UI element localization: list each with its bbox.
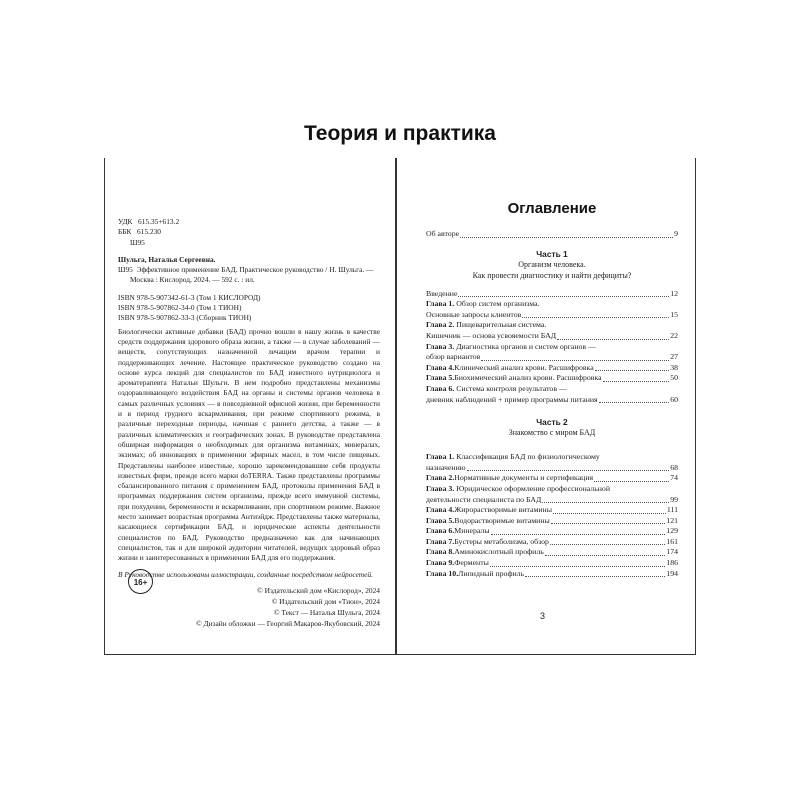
toc-entry-page: 15 xyxy=(670,309,678,319)
chapter-number: Глава 5. xyxy=(426,373,455,383)
part-1-subtitle: Как провести диагностику и найти дефициты? xyxy=(472,270,632,280)
toc-entry xyxy=(426,516,678,527)
chapter-number: Глава 8. xyxy=(426,547,455,557)
toc-entry-label: Нормативные документы и сертификация xyxy=(454,473,594,483)
chapter-title: Диагностика органов и систем органов — xyxy=(454,341,596,351)
toc-entry-label: деятельности специалиста по БАД xyxy=(426,494,542,504)
toc-entry xyxy=(426,395,678,406)
toc-entry-label: Введение xyxy=(426,288,458,298)
toc-chapter-heading xyxy=(426,452,678,463)
toc-entry-page: 99 xyxy=(670,494,678,504)
toc-entry-label: Клинический анализ крови. Расшифровка xyxy=(454,362,594,372)
chapter-number: Глава 7. xyxy=(426,536,455,546)
copyright-line: © Издательский дом «Тион», 2024 xyxy=(271,596,380,606)
chapter-number: Глава 6. xyxy=(426,526,455,536)
toc-chapter-heading xyxy=(426,484,678,495)
toc-entry-page: 68 xyxy=(670,462,678,472)
udk-line xyxy=(118,217,380,227)
page-number: 3 xyxy=(540,611,546,621)
toc-entry-label: Водорастворимые витамины xyxy=(454,515,550,525)
copyright-block xyxy=(118,586,380,646)
toc-entry-intro xyxy=(426,289,678,300)
toc-entry-page: 174 xyxy=(666,547,678,557)
copyright-line: © Издательский дом «Кислород», 2024 xyxy=(257,585,380,595)
page-banner: Теория и практика xyxy=(304,122,496,145)
toc-entry-label: Жирорастворимые витамины xyxy=(454,505,552,515)
left-page xyxy=(118,217,380,646)
bib-line-2: Москва : Кислород, 2024. — 592 с. : ил. xyxy=(130,275,255,285)
toc-entry-label: обзор вариантов xyxy=(426,352,481,362)
toc-entry-page: 22 xyxy=(670,330,678,340)
copyright-line: © Текст — Наталья Шульга, 2024 xyxy=(273,607,380,617)
part-1-title: Часть 1 xyxy=(536,248,568,259)
toc-entry xyxy=(426,547,678,558)
chapter-number: Глава 3. xyxy=(426,483,455,493)
toc-entry xyxy=(426,363,678,374)
book-spine xyxy=(395,158,397,655)
chapter-number: Глава 6. xyxy=(426,383,455,393)
toc-entry-about xyxy=(426,229,678,240)
chapter-number: Глава 4. xyxy=(426,505,455,515)
part-1-subtitle: Организм человека. xyxy=(518,259,586,269)
toc-entry-page: 60 xyxy=(670,394,678,404)
toc-entry-page: 50 xyxy=(670,373,678,383)
isbn-line: ISBN 978-5-907862-33-3 (Сборник ТИОН) xyxy=(118,313,252,323)
toc-entry-page: 129 xyxy=(666,526,678,536)
toc-entry xyxy=(426,373,678,384)
chapter-number: Глава 2. xyxy=(426,473,455,483)
cutter-code: Ш95 xyxy=(130,237,145,247)
bbk-line xyxy=(118,227,380,237)
toc-entry xyxy=(426,526,678,537)
toc-entry xyxy=(426,310,678,321)
udk-value: 615.35+613.2 xyxy=(138,217,180,226)
isbn-line: ISBN 978-5-907862-34-0 (Том 1 ТИОН) xyxy=(118,303,242,313)
chapter-title: Обзор систем организма. xyxy=(454,299,540,309)
toc-entry xyxy=(426,473,678,484)
chapter-title: Пищеварительная система. xyxy=(454,320,547,330)
toc-title: Оглавление xyxy=(507,200,597,217)
toc-entry-label: Об авторе xyxy=(426,229,460,238)
toc-entry-page: 161 xyxy=(666,536,678,546)
toc-entry-page: 27 xyxy=(670,352,678,362)
bbk-value: 615.230 xyxy=(136,227,161,237)
bib-code: Ш95 xyxy=(118,265,133,275)
toc-chapter-heading xyxy=(426,320,678,331)
bbk-label: ББК xyxy=(118,227,132,237)
toc-entry-label: дневник наблюдений + пример программы питания xyxy=(426,394,598,404)
copyright-line: © Дизайн обложки — Георгий Макаров-Якубовский, 2024 xyxy=(196,618,380,628)
isbn-line: ISBN 978-5-907342-61-3 (Том 1 КИСЛОРОД) xyxy=(118,292,261,302)
toc-entry-page: 12 xyxy=(670,288,678,298)
toc-entry-label: Минералы xyxy=(454,526,490,536)
toc-entry-label: Ферменты xyxy=(454,558,489,568)
chapter-number: Глава 5. xyxy=(426,515,455,525)
toc-entry-label: Основные запросы клиентов xyxy=(426,309,522,319)
toc-entry xyxy=(426,569,678,580)
toc-entry xyxy=(426,463,678,474)
toc-entry xyxy=(426,505,678,516)
abstract-text: Биологически активные добавки (БАД) прочно вошли в нашу жизнь в качестве средств поддержания здорового образа жизни, а также — в случае заболеваний — веществ, сопутствующих назначенной лечащим врачом терапии и поддерживающих лечение. Настоящее практическое руководство создано на основе курса лекций для специалистов по БАД известного нутрициолога и ароматерапевта Натальи Шульги. В нем подробно представлены механизмы оздоравливающего воздействия БАД на органы и системы органов человека в самых различных условиях — в повседневной офисной жизни, при беременности и в период грудного вскармливания, при режиме спортивного режима, в различные переходные периоды, начиная с раннего детства, а также — в различных климатических и географических зонах. В руководстве представлена обширная информация о необходимых для организма витаминах, минералах, экзимах; об инновациях в применении эфирных масел, в том числе пищевых. Представлены наиболее известные, хорошо зарекомендовавшие себя продукты известных фирм, прежде всего марки doTERRA. Также представлены программы сбалансированного питания с применением БАД, протоколы применения БАД в программах поддержания систем организма, прежде всего иммунной системы, при похудении, беременности и вскармливании, при спортивном режиме. Важное место занимает возрастная программа Антиэйдж. Представлены также материалы, касающиеся сертификации БАД, и юридические аспекты деятельности специалистов по БАД. Руководство предназначено как для начинающих специалистов, так и для широкой аудитории читателей, ведущих здоровый образ жизни и заинтересованных в применении БАД для его поддержания. xyxy=(118,326,380,563)
toc-entry xyxy=(426,331,678,342)
toc-entry-label: Биохимический анализ крови. Расшифровка xyxy=(454,373,602,383)
toc-entry xyxy=(426,352,678,363)
illustration-note: В Руководстве использованы иллюстрации, созданные посредством нейросетей. xyxy=(118,569,373,579)
chapter-title: Система контроля результатов — xyxy=(454,383,567,393)
chapter-number: Глава 4. xyxy=(426,362,455,372)
toc-entry-page: 74 xyxy=(670,473,678,483)
toc-entry-page: 9 xyxy=(674,229,678,238)
toc-chapter-heading xyxy=(426,342,678,353)
toc-entry xyxy=(426,558,678,569)
author-name: Шульга, Наталья Сергеевна. xyxy=(118,254,216,264)
toc-entry-label: Бустеры метаболизма, обзор xyxy=(454,536,549,546)
toc-entry-page: 194 xyxy=(666,568,678,578)
chapter-title: Юридическое оформление профессиональной xyxy=(454,483,611,493)
chapter-number: Глава 9. xyxy=(426,558,455,568)
toc-entry xyxy=(426,495,678,506)
right-page xyxy=(426,200,678,579)
udk-label: УДК xyxy=(118,217,133,226)
chapter-title: Классификация БАД по физиологическому xyxy=(454,452,600,462)
part-2-title: Часть 2 xyxy=(536,417,568,428)
chapter-number: Глава 1. xyxy=(426,299,455,309)
toc-entry-label: Липидный профиль xyxy=(458,568,525,578)
toc-entry-page: 186 xyxy=(666,558,678,568)
toc-entry-label: Кишечник — основа усвояемости БАД xyxy=(426,330,557,340)
chapter-number: Глава 3. xyxy=(426,341,455,351)
toc-chapter-heading xyxy=(426,384,678,395)
bib-text-1: Эффективное применение БАД. Практическое руководство / Н. Шульга. — xyxy=(136,265,374,275)
chapter-number: Глава 1. xyxy=(426,452,455,462)
toc-entry-page: 121 xyxy=(666,515,678,525)
toc-entry-label: назначению xyxy=(426,462,466,472)
toc-entry-page: 111 xyxy=(666,505,678,515)
chapter-number: Глава 2. xyxy=(426,320,455,330)
toc-entry-page: 38 xyxy=(670,362,678,372)
toc-entry xyxy=(426,537,678,548)
bib-line-1 xyxy=(118,265,380,275)
part-2-subtitle: Знакомство с миром БАД xyxy=(508,428,596,438)
toc-chapter-heading xyxy=(426,299,678,310)
age-rating-badge: 16+ xyxy=(128,569,153,594)
toc-entry-label: Аминокислотный профиль xyxy=(454,547,544,557)
chapter-number: Глава 10. xyxy=(426,568,459,578)
